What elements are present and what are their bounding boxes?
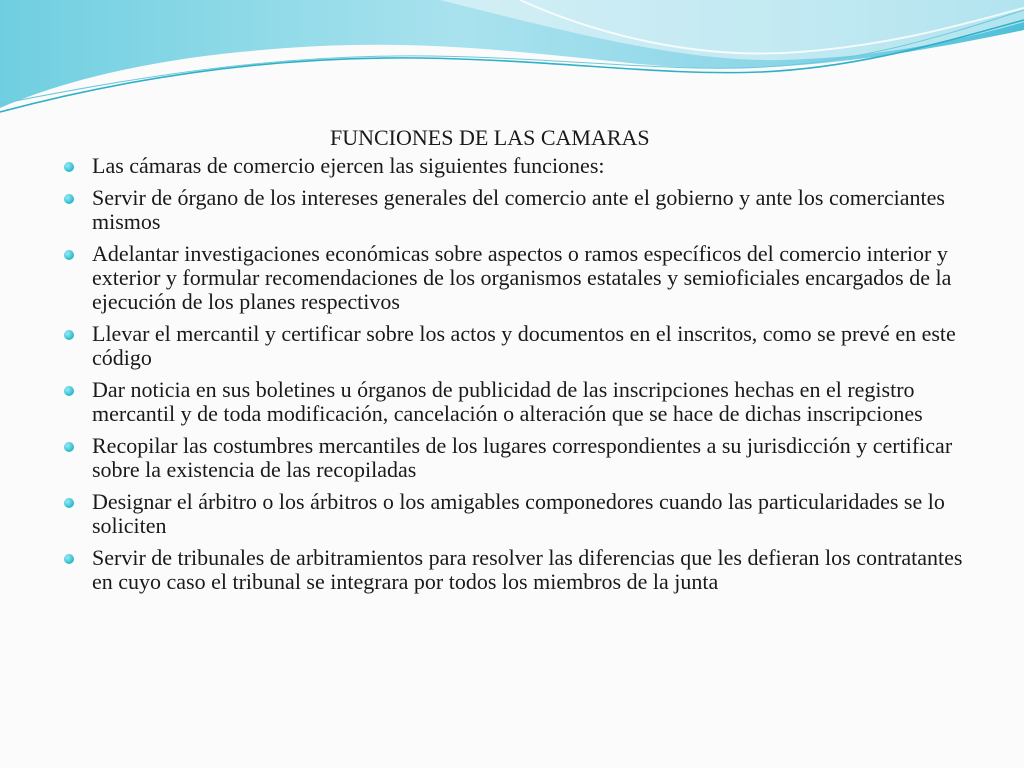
list-item (60, 434, 980, 482)
bullet-icon (64, 194, 74, 204)
bullet-icon (64, 330, 74, 340)
slide-content (60, 124, 980, 602)
list-item (60, 378, 980, 426)
list-item (60, 154, 980, 178)
bullet-icon (64, 250, 74, 260)
bullet-text: Adelantar investigaciones económicas sobre aspectos o ramos específicos del comercio interior y exterior y formular recomendaciones de los organismos estatales y semioficiales encargados de la ejecución de los planes respectivos (92, 241, 952, 314)
bullet-text: Llevar el mercantil y certificar sobre los actos y documentos en el inscritos, como se prevé en este código (92, 321, 956, 370)
bullet-text: Recopilar las costumbres mercantiles de los lugares correspondientes a su jurisdicción y certificar sobre la existencia de las recopiladas (92, 433, 953, 482)
header-wave-decoration (0, 0, 1024, 130)
bullet-icon (64, 554, 74, 564)
bullet-text: Servir de órgano de los intereses generales del comercio ante el gobierno y ante los comerciantes mismos (92, 185, 945, 234)
slide-title: FUNCIONES DE LAS CAMARAS (330, 125, 650, 150)
bullet-icon (64, 162, 74, 172)
list-item (60, 242, 980, 314)
bullet-icon (64, 386, 74, 396)
bullet-icon (64, 442, 74, 452)
bullet-icon (64, 498, 74, 508)
bullet-text: Las cámaras de comercio ejercen las siguientes funciones: (92, 153, 605, 178)
list-item (60, 546, 980, 594)
bullet-list (60, 154, 980, 594)
bullet-text: Servir de tribunales de arbitramientos para resolver las diferencias que les defieran los contratantes en cuyo caso el tribunal se integrara por todos los miembros de la junta (92, 545, 963, 594)
bullet-text: Dar noticia en sus boletines u órganos de publicidad de las inscripciones hechas en el registro mercantil y de toda modificación, cancelación o alteración que se hace de dichas inscripciones (92, 377, 923, 426)
list-item (60, 322, 980, 370)
bullet-text: Designar el árbitro o los árbitros o los amigables componedores cuando las particularidades se lo soliciten (92, 489, 945, 538)
list-item (60, 186, 980, 234)
list-item (60, 490, 980, 538)
